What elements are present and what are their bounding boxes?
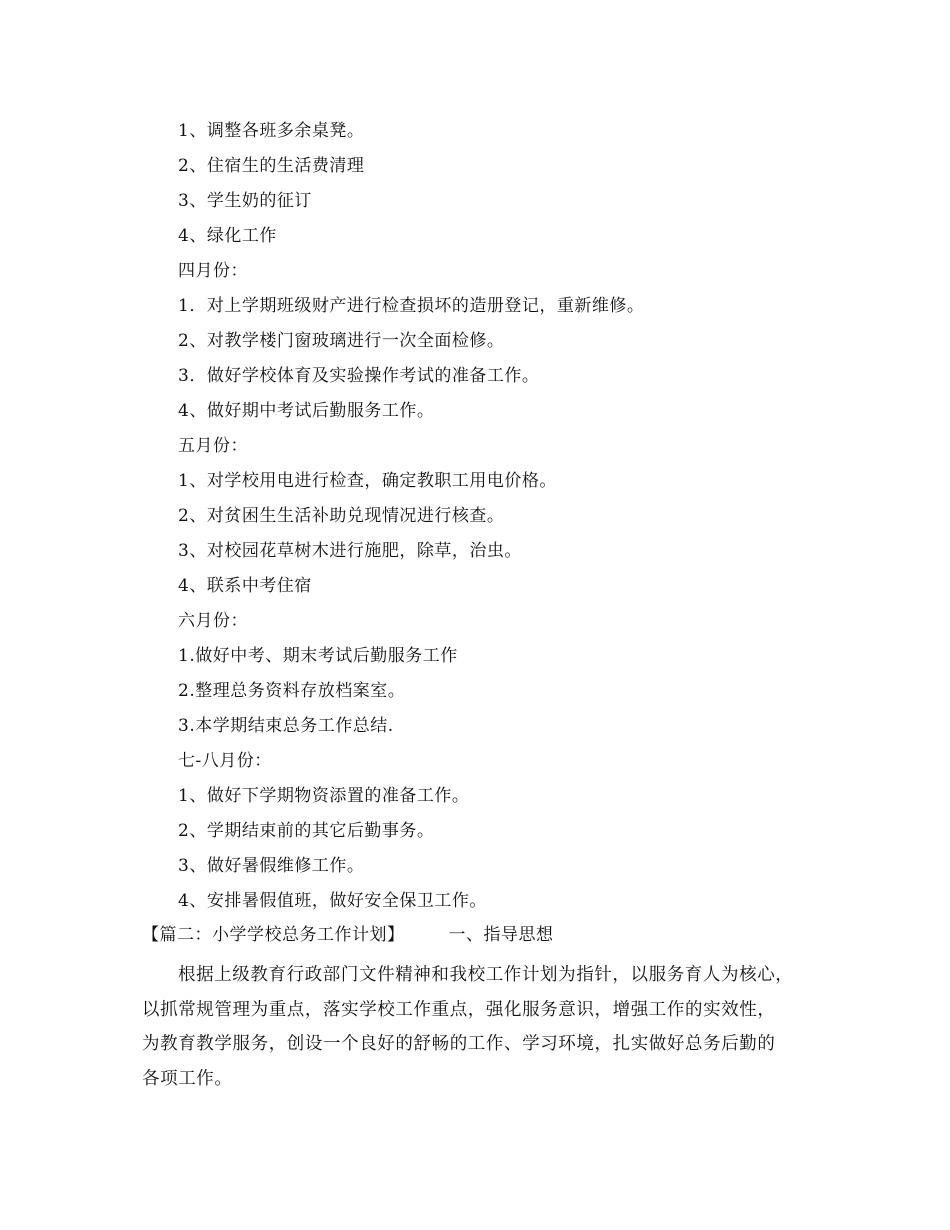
section-two-heading (142, 923, 554, 947)
paragraph-line: 为教育教学服务，创设一个良好的舒畅的工作、学习环境，扎实做好总务后勤的 (142, 1034, 776, 1055)
paragraph-line: 以抓常规管理为重点，落实学校工作重点，强化服务意识，增强工作的实效性， (142, 999, 776, 1020)
list-item: 3.本学期结束总务工作总结. (178, 716, 394, 736)
list-item: 1、做好下学期物资添置的准备工作。 (178, 786, 470, 806)
list-item: 1．对上学期班级财产进行检查损坏的造册登记，重新维修。 (178, 296, 645, 316)
month-heading-may: 五月份： (178, 436, 248, 456)
list-item: 2.整理总务资料存放档案室。 (178, 681, 406, 701)
section-two-title: 【篇二：小学学校总务工作计划】 (142, 925, 405, 945)
list-item: 3、对校园花草树木进行施肥，除草，治虫。 (178, 541, 522, 561)
list-item: 4、联系中考住宿 (178, 576, 312, 596)
month-heading-april: 四月份： (178, 261, 248, 281)
guiding-paragraph (142, 958, 814, 1096)
list-item: 1.做好中考、期末考试后勤服务工作 (178, 646, 458, 666)
list-item: 3、学生奶的征订 (178, 191, 312, 211)
list-item: 1、调整各班多余桌凳。 (178, 121, 365, 141)
section-two-subheading: 一、指导思想 (448, 925, 554, 945)
list-item: 4、做好期中考试后勤服务工作。 (178, 401, 435, 421)
paragraph-line (142, 958, 814, 993)
list-item: 2、对教学楼门窗玻璃进行一次全面检修。 (178, 331, 505, 351)
list-item: 4、绿化工作 (178, 226, 277, 246)
list-item: 3、做好暑假维修工作。 (178, 856, 365, 876)
paragraph-first-line: 根据上级教育行政部门文件精神和我校工作计划为指针，以服务育人为核心， (178, 965, 794, 985)
month-heading-july-august: 七-八月份： (178, 751, 272, 771)
list-item: 2、住宿生的生活费清理 (178, 156, 365, 176)
list-item: 4、安排暑假值班，做好安全保卫工作。 (178, 891, 487, 911)
list-item: 1、对学校用电进行检查，确定教职工用电价格。 (178, 471, 557, 491)
list-item: 3．做好学校体育及实验操作考试的准备工作。 (178, 366, 540, 386)
month-heading-june: 六月份： (178, 611, 248, 631)
paragraph-line: 各项工作。 (142, 1068, 233, 1089)
list-item: 2、学期结束前的其它后勤事务。 (178, 821, 435, 841)
list-item: 2、对贫困生生活补助兑现情况进行核查。 (178, 506, 505, 526)
